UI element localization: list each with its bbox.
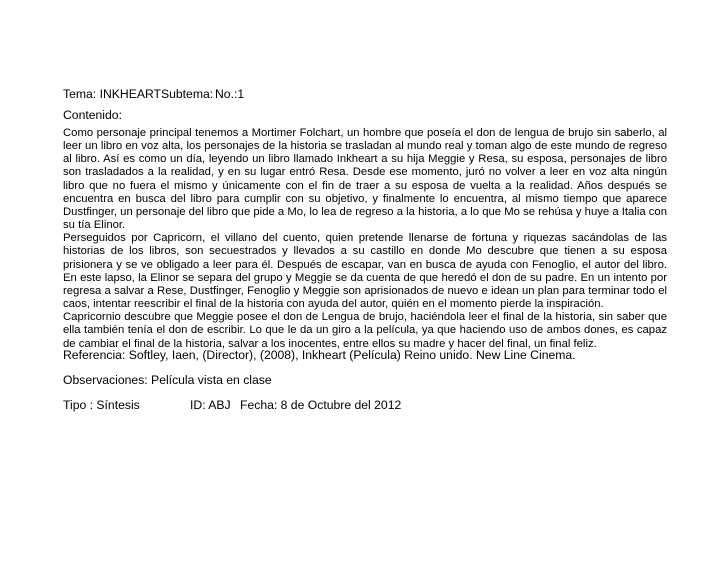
paragraph-2: Perseguidos por Capricorn, el villano del cuento, quien pretende llenarse de fortuna y riquezas sacándolas de las historias de los libros, son secuestrados y llevados a su castillo en donde Mo descubre que tienen a su esposa prisionera y se ve obligado a leer para él. Después de escapar, van en busca de ayuda con Fenoglio, el autor del libro. En este lapso, la Elinor se separa del grupo y Meggie se da cuenta de que heredó el don de su padre. En un intento por regresa a salvar a Rese, Dustfinger, Fenoglio y Meggie son aprisionados de nuevo e idean un plan para terminar todo el caos, intentar reescribir el final de la historia con ayuda del autor, quién en el momento pierde la inspiración. xyxy=(63,232,667,311)
footer-line xyxy=(63,398,402,412)
tema-subtema-label: Tema: INKHEARTSubtema: xyxy=(63,87,214,101)
paragraph-3: Capricornio descubre que Meggie posee el don de Lengua de brujo, haciéndola leer el final de la historia, sin saber que ella también tenía el don de escribir. Lo que le da un giro a la película, ya que haciendo uso de ambos dones, es capaz de cambiar el final de la historia, salvar a los inocentes, entre ellos su madre y hacer del final, un final feliz. xyxy=(63,311,667,350)
id-label: ID: ABJ xyxy=(190,398,231,412)
paragraph-1: Como personaje principal tenemos a Mortimer Folchart, un hombre que poseía el don de lengua de brujo sin saberlo, al leer un libro en voz alta, los personajes de la historia se trasladan al mundo real y toman algo de este mundo de regreso al libro. Así es como un día, leyendo un libro llamado Inkheart a su hija Meggie y Resa, su esposa, personajes de libro son trasladados a la realidad, y en su lugar entró Resa. Desde ese momento, juró no volver a leer en voz alta ningún libro que no fuera el mismo y únicamente con el fin de traer a su esposa de vuelta a la realidad. Años después se encuentra en busca del libro para cumplir con su objetivo, y finalmente lo encuentra, al mismo tiempo que aparece Dustfinger, un personaje del libro que pide a Mo, lo lea de regreso a la historia, a lo que Mo se rehúsa y huye a Italia con su tía Elinor. xyxy=(63,127,667,232)
tipo-label: Tipo : Síntesis xyxy=(63,398,140,412)
observaciones-line: Observaciones: Película vista en clase xyxy=(63,373,272,387)
contenido-body xyxy=(63,127,667,351)
header-line xyxy=(63,87,245,101)
fecha-label: Fecha: 8 de Octubre del 2012 xyxy=(240,398,402,412)
numero-label: No.:1 xyxy=(215,87,245,101)
referencia-line: Referencia: Softley, Iaen, (Director), (2008), Inkheart (Película) Reino unido. New Line Cinema. xyxy=(63,348,576,362)
contenido-label: Contenido: xyxy=(63,108,122,122)
